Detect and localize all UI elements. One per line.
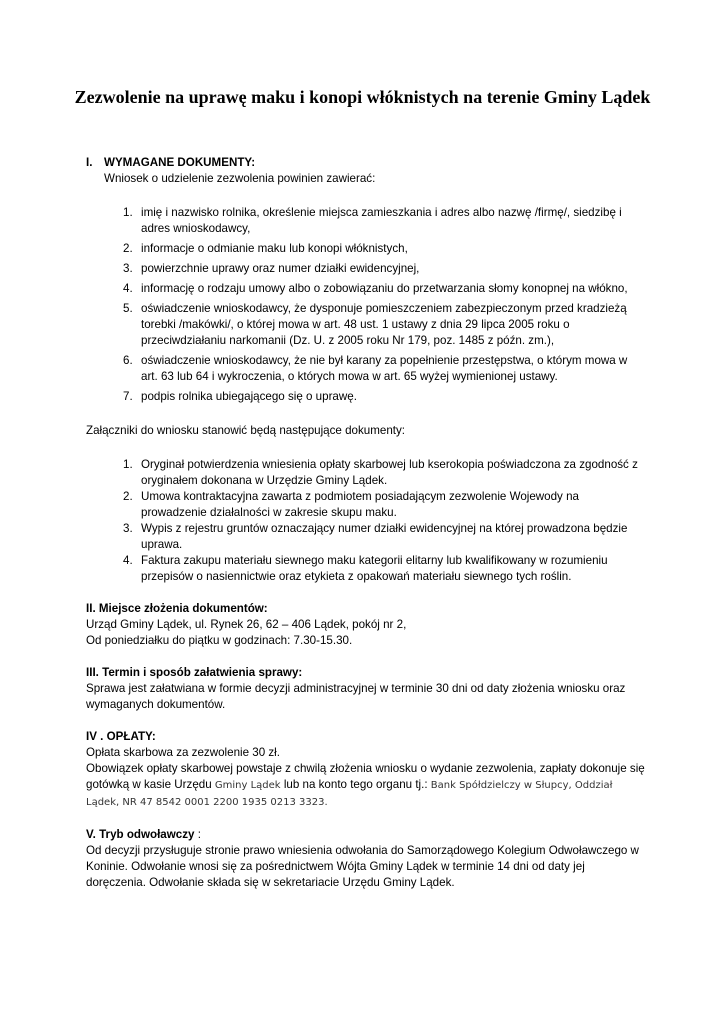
list-item: 4. Faktura zakupu materiału siewnego maku kategorii elitarny lub kwalifikowany w rozumieniu przepisów o nasiennictwie oraz etykieta z opakowań materiału siewnego tych roślin. <box>123 554 608 583</box>
list-item: 6. oświadczenie wnioskodawcy, że nie był karany za popełnienie przestępstwa, o którym mowa w art. 63 lub 64 i wykroczenia, o których mowa w art. 65 wyżej wymienionej ustawy. <box>123 354 628 383</box>
section-1-intro: Wniosek o udzielenie zezwolenia powinien zawierać: <box>104 172 376 185</box>
fee-payment-text: Obowiązek opłaty skarbowej powstaje z chwilą złożenia wniosku o wydanie zezwolenia, zapłaty dokonuje się gotówką w kasie Urzędu Gminy Lądek lub na konto tego organu tj.: Bank Spółdzielczy w Słupcy, Oddział Lądek, NR 47 8542 0001 2200 1935 0213 3323. <box>86 762 645 808</box>
section-2-heading: II. Miejsce złożenia dokumentów: <box>86 602 268 615</box>
bank-account: Bank Spółdzielczy w Słupcy, Oddział Lądek, NR 47 8542 0001 2200 1935 0213 3323. <box>86 780 613 808</box>
section-5-text: Od decyzji przysługuje stronie prawo wniesienia odwołania do Samorządowego Kolegium Odwoławczego w Koninie. Odwołanie wnosi się za pośrednictwem Wójta Gminy Lądek w terminie 14 dni od daty jej doręczenia. Odwołanie składa się w sekretariacie Urzędu Gminy Lądek. <box>86 844 639 889</box>
list-item: 7. podpis rolnika ubiegającego się o uprawę. <box>123 390 357 403</box>
section-1-title: WYMAGANE DOKUMENTY: <box>104 156 256 169</box>
list-item: 4. informację o rodzaju umowy albo o zobowiązaniu do przetwarzania słomy konopnej na włókno, <box>123 282 628 295</box>
office-address: Urząd Gminy Lądek, ul. Rynek 26, 62 – 406 Lądek, pokój nr 2, <box>86 618 407 631</box>
list-item: 1. Oryginał potwierdzenia wniesienia opłaty skarbowej lub kserokopia poświadczona za zgodność z oryginałem dokonana w Urzędzie Gminy Lądek. <box>123 458 638 487</box>
required-contents-list <box>86 205 646 405</box>
section-3-text: Sprawa jest załatwiana w formie decyzji administracyjnej w terminie 30 dni od daty złożenia wniosku oraz wymaganych dokumentów. <box>86 682 626 711</box>
list-item: 2. Umowa kontraktacyjna zawarta z podmiotem posiadającym zezwolenie Wojewody na prowadzenie działalności w zakresie skupu maku. <box>123 490 579 519</box>
section-5-heading: V. Tryb odwoławczy : <box>86 828 201 841</box>
office-hours: Od poniedziałku do piątku w godzinach: 7.30-15.30. <box>86 634 353 647</box>
section-4-heading: IV . OPŁATY: <box>86 730 156 743</box>
list-item: 3. powierzchnie uprawy oraz numer działki ewidencyjnej, <box>123 262 420 275</box>
list-item: 5. oświadczenie wnioskodawcy, że dysponuje pomieszczeniem zabezpieczonym przed kradzieżą torebki /makówki/, o której mowa w art. 48 ust. 1 ustawy z dnia 29 lipca 2005 roku o przeciwdziałaniu narkomanii (Dz. U. z 2005 roku Nr 179, poz. 1485 z późn. zm.), <box>123 302 627 347</box>
attachments-intro: Załączniki do wniosku stanowić będą następujące dokumenty: <box>86 424 406 437</box>
section-1-heading <box>86 155 646 171</box>
section-3-heading: III. Termin i sposób załatwienia sprawy: <box>86 666 303 679</box>
list-item: 3. Wypis z rejestru gruntów oznaczający numer działki ewidencyjnej na której prowadzona będzie uprawa. <box>123 522 628 551</box>
document-body <box>86 155 646 891</box>
document-title: Zezwolenie na uprawę maku i konopi włóknistych na terenie Gminy Lądek <box>74 87 651 107</box>
attachments-list <box>86 457 646 585</box>
list-item: 2. informacje o odmianie maku lub konopi włóknistych, <box>123 242 408 255</box>
section-1-number: I. <box>86 156 93 169</box>
list-item: 1. imię i nazwisko rolnika, określenie miejsca zamieszkania i adres albo nazwę /firmę/, siedzibę i adres wnioskodawcy, <box>123 206 622 235</box>
fee-amount: Opłata skarbowa za zezwolenie 30 zł. <box>86 746 280 759</box>
